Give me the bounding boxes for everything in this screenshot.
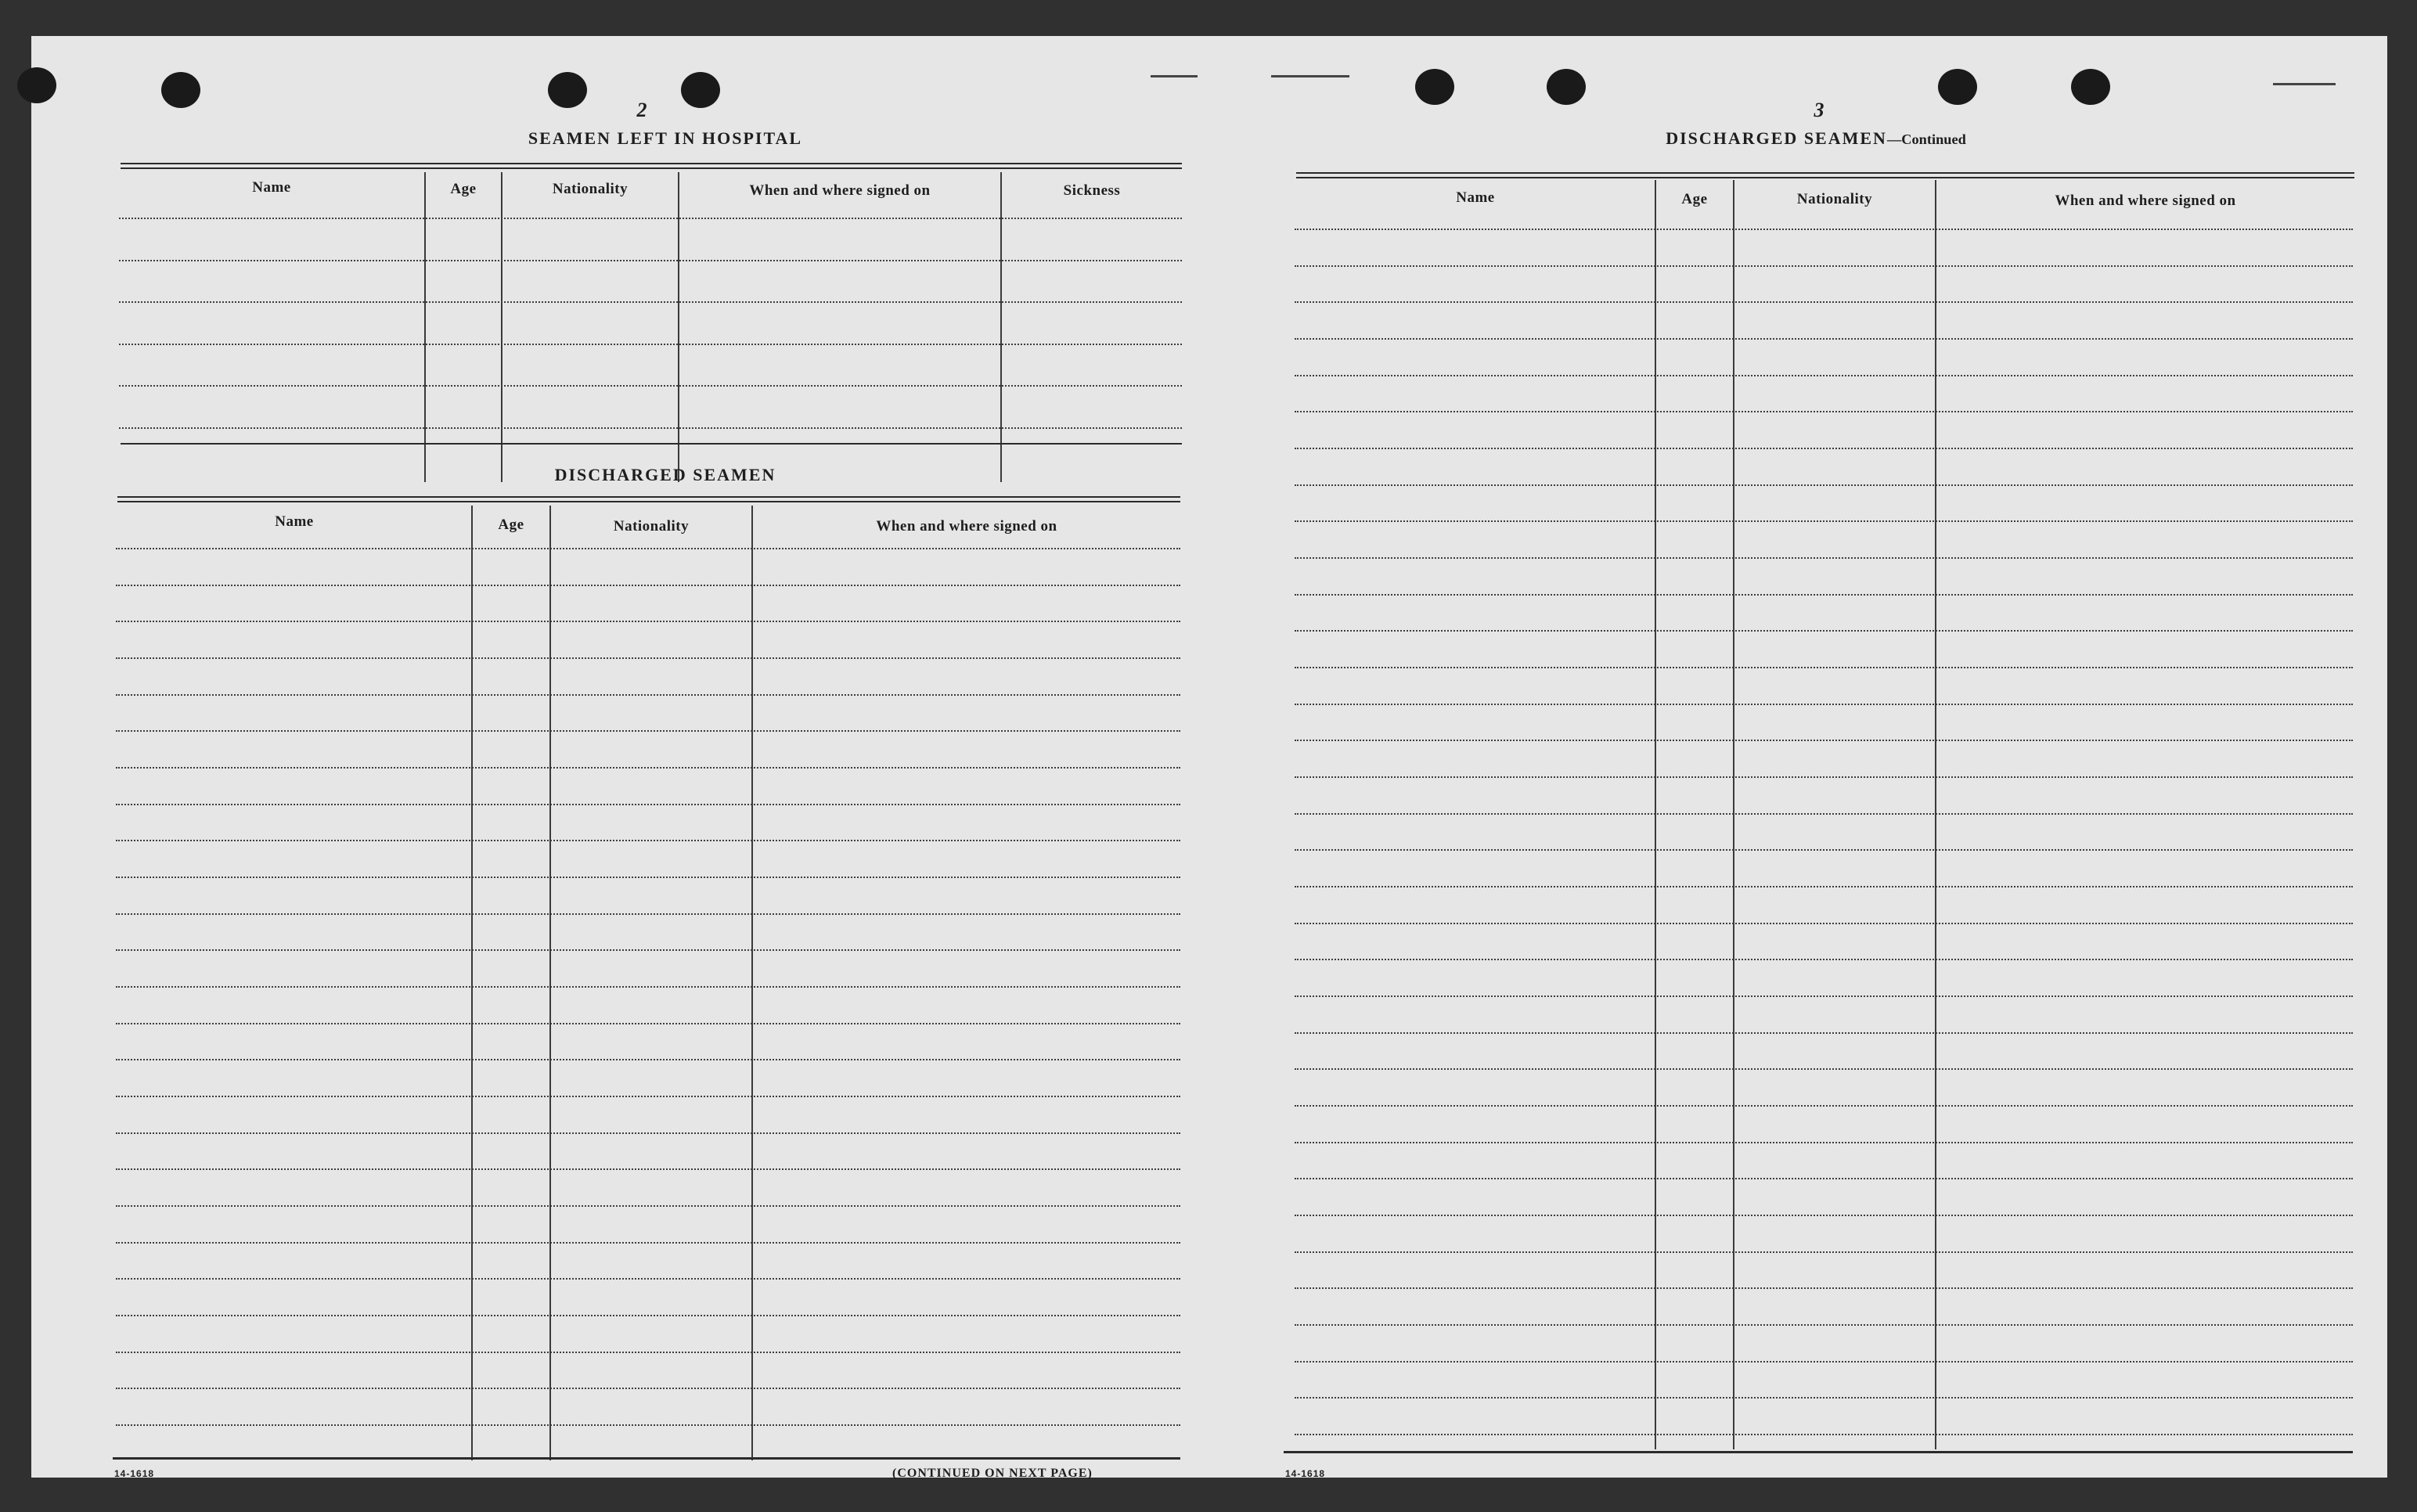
discharged-col-age: Age xyxy=(498,517,524,533)
discharged-row-rule xyxy=(116,657,1180,659)
right-row-rule xyxy=(1295,704,2353,705)
right-row-rule xyxy=(1295,1105,2353,1107)
right-row-rule xyxy=(1295,1068,2353,1070)
discharged-row-rule xyxy=(116,1023,1180,1024)
discharged-row-rule xyxy=(116,1352,1180,1353)
right-row-rule xyxy=(1295,813,2353,815)
page-number-right: 3 xyxy=(1814,99,1824,121)
discharged-row-rule xyxy=(116,548,1180,549)
right-row-rule xyxy=(1295,484,2353,486)
binder-hole xyxy=(17,67,56,103)
discharged-section-title: DISCHARGED SEAMEN xyxy=(554,465,776,484)
right-row-rule xyxy=(1295,1251,2353,1253)
discharged-row-rule xyxy=(116,986,1180,988)
right-title-main: DISCHARGED SEAMEN xyxy=(1666,128,1887,148)
binder-hole xyxy=(548,72,587,108)
right-row-rule xyxy=(1295,375,2353,376)
right-row-rule xyxy=(1295,923,2353,924)
discharged-row-rule xyxy=(116,621,1180,622)
right-col-name: Name xyxy=(1456,189,1495,206)
discharged-row-rule xyxy=(116,1168,1180,1170)
pencil-mark xyxy=(2273,83,2336,85)
hospital-col-age: Age xyxy=(450,181,477,197)
binder-hole xyxy=(1415,69,1454,105)
form-number-right: 14-1618 xyxy=(1285,1468,1326,1479)
right-row-rule xyxy=(1295,1434,2353,1435)
right-row-rule xyxy=(1295,338,2353,340)
hospital-col-sickness: Sickness xyxy=(1063,182,1121,199)
right-row-rule xyxy=(1295,301,2353,303)
right-row-rule xyxy=(1295,667,2353,668)
hospital-col-signed-on: When and where signed on xyxy=(749,182,931,199)
right-row-rule xyxy=(1295,557,2353,559)
right-row-rule xyxy=(1295,229,2353,230)
right-row-rule xyxy=(1295,1142,2353,1143)
right-row-rule xyxy=(1295,886,2353,887)
discharged-row-rule xyxy=(116,1278,1180,1280)
discharged-row-rule xyxy=(116,949,1180,951)
hospital-row-rule xyxy=(119,218,1182,219)
hospital-row-rule xyxy=(119,301,1182,303)
discharged-row-rule xyxy=(116,1132,1180,1134)
discharged-col-signed-on: When and where signed on xyxy=(876,518,1057,535)
right-row-rule xyxy=(1295,520,2353,522)
discharged-row-rule xyxy=(116,694,1180,696)
right-row-rule xyxy=(1295,594,2353,596)
right-section-title xyxy=(1511,128,2121,149)
right-row-rule xyxy=(1295,448,2353,449)
right-row-rule xyxy=(1295,959,2353,960)
discharged-row-rule xyxy=(116,767,1180,769)
discharged-row-rule xyxy=(116,913,1180,915)
right-col-signed-on: When and where signed on xyxy=(2055,193,2236,209)
hospital-row-rule xyxy=(119,344,1182,345)
discharged-row-rule xyxy=(116,1424,1180,1426)
pencil-mark xyxy=(1271,75,1349,77)
right-row-rule xyxy=(1295,1361,2353,1363)
right-row-rule xyxy=(1295,1324,2353,1326)
binder-hole xyxy=(1547,69,1586,105)
hospital-row-rule xyxy=(119,385,1182,387)
page-number-left: 2 xyxy=(636,99,647,121)
binder-hole xyxy=(161,72,200,108)
right-row-rule xyxy=(1295,1032,2353,1034)
right-row-rule xyxy=(1295,1397,2353,1399)
right-col-age: Age xyxy=(1681,191,1708,207)
hospital-col-nationality: Nationality xyxy=(552,181,629,197)
right-title-suffix: —Continued xyxy=(1886,131,1966,147)
discharged-row-rule xyxy=(116,1096,1180,1097)
hospital-row-rule xyxy=(119,427,1182,429)
discharged-row-rule xyxy=(116,1388,1180,1389)
right-row-rule xyxy=(1295,1178,2353,1179)
discharged-row-rule xyxy=(116,1205,1180,1207)
form-number-left: 14-1618 xyxy=(114,1468,155,1479)
binder-hole xyxy=(1938,69,1977,105)
hospital-col-name: Name xyxy=(252,179,291,196)
right-row-rule xyxy=(1295,849,2353,851)
discharged-row-rule xyxy=(116,877,1180,878)
right-row-rule xyxy=(1295,265,2353,267)
hospital-section-title: SEAMEN LEFT IN HOSPITAL xyxy=(528,128,803,148)
discharged-row-rule xyxy=(116,730,1180,732)
discharged-row-rule xyxy=(116,1242,1180,1244)
right-row-rule xyxy=(1295,740,2353,741)
discharged-row-rule xyxy=(116,840,1180,841)
right-col-nationality: Nationality xyxy=(1796,191,1873,207)
hospital-row-rule xyxy=(119,260,1182,261)
binder-hole xyxy=(681,72,720,108)
continued-note: (CONTINUED ON NEXT PAGE) xyxy=(892,1467,1093,1480)
discharged-col-nationality: Nationality xyxy=(613,518,690,535)
discharged-col-name: Name xyxy=(275,513,314,530)
pencil-mark xyxy=(1151,75,1198,77)
right-row-rule xyxy=(1295,1215,2353,1216)
discharged-row-rule xyxy=(116,585,1180,586)
right-row-rule xyxy=(1295,1287,2353,1289)
right-row-rule xyxy=(1295,630,2353,632)
right-row-rule xyxy=(1295,995,2353,997)
discharged-row-rule xyxy=(116,1059,1180,1060)
discharged-row-rule xyxy=(116,804,1180,805)
right-row-rule xyxy=(1295,776,2353,778)
right-row-rule xyxy=(1295,411,2353,412)
discharged-row-rule xyxy=(116,1315,1180,1316)
binder-hole xyxy=(2071,69,2110,105)
ledger-sheet xyxy=(31,36,2387,1478)
